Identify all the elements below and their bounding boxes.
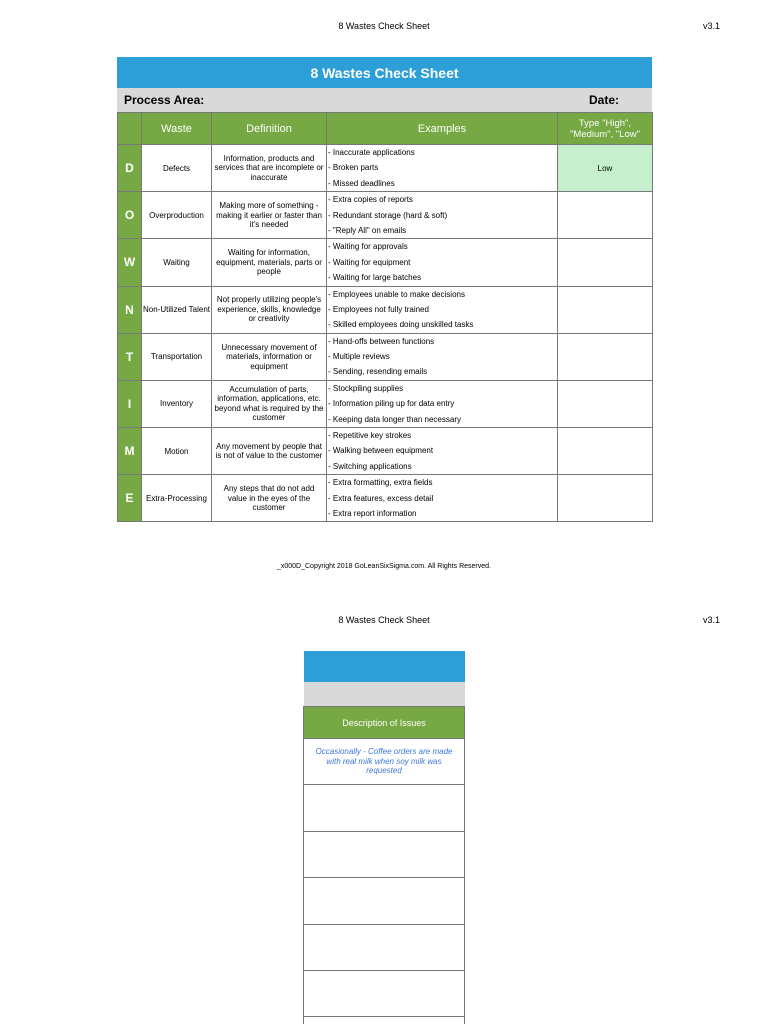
issues-table [303,706,465,1024]
table-row [118,239,653,286]
table-row [118,145,653,192]
waste-examples [327,145,558,192]
waste-examples [327,475,558,522]
waste-name: Overproduction [142,192,212,239]
waste-letter: I [118,380,142,427]
table-row [118,475,653,522]
waste-type-cell[interactable] [558,239,653,286]
waste-name: Defects [142,145,212,192]
example-item: - Waiting for approvals [328,242,408,252]
page-header-title: 8 Wastes Check Sheet [338,21,430,31]
waste-type-cell[interactable] [558,475,653,522]
waste-letter: W [118,239,142,286]
waste-header: Waste [142,113,212,145]
waste-letter: N [118,286,142,333]
waste-type-cell[interactable] [558,333,653,380]
example-item: - Hand-offs between functions [328,336,435,346]
issue-row [304,739,465,785]
process-bar [117,88,652,112]
definition-header: Definition [212,113,327,145]
examples-header: Examples [327,113,558,145]
page2-grey-bar [304,682,465,706]
issue-row [304,1017,465,1024]
issue-row [304,970,465,1016]
issue-cell[interactable] [304,970,465,1016]
version-label: v3.1 [702,21,720,31]
example-item: - Switching applications [328,461,412,471]
waste-name: Inventory [142,380,212,427]
date-label: Date: [589,93,620,107]
table-row [118,286,653,333]
example-item: - Waiting for equipment [328,257,411,267]
example-item: - Employees unable to make decisions [328,289,465,299]
waste-letter: M [118,428,142,475]
issue-cell[interactable] [304,1017,465,1024]
example-item: - Extra formatting, extra fields [328,478,433,488]
issues-header: Description of Issues [304,707,465,739]
issue-cell[interactable] [304,831,465,877]
issue-row [304,831,465,877]
waste-examples [327,286,558,333]
page2-header-title: 8 Wastes Check Sheet [338,615,430,625]
waste-definition: Accumulation of parts, information, applications, etc. beyond what is required by the customer [212,380,327,427]
waste-type-cell[interactable] [558,380,653,427]
example-item: - Skilled employees doing unskilled tasks [328,320,474,330]
example-item: - Sending, resending emails [328,367,428,377]
waste-definition: Any steps that do not add value in the eyes of the customer [212,475,327,522]
wastes-table [117,112,653,522]
waste-letter: T [118,333,142,380]
waste-name: Waiting [142,239,212,286]
example-item: - Employees not fully trained [328,304,429,314]
waste-definition: Unnecessary movement of materials, information or equipment [212,333,327,380]
copyright-footer: _x000D_Copyright 2018 GoLeanSixSigma.com. All Rights Reserved. [276,563,491,570]
waste-examples [327,428,558,475]
waste-letter: D [118,145,142,192]
waste-definition: Waiting for information, equipment, materials, parts or people [212,239,327,286]
issue-row [304,924,465,970]
example-item: - Redundant storage (hard & soft) [328,210,448,220]
example-item: - Broken parts [328,163,379,173]
issue-cell[interactable] [304,785,465,831]
process-area-label: Process Area: [124,93,205,107]
example-item: - Extra copies of reports [328,195,413,205]
example-item: - Keeping data longer than necessary [328,414,461,424]
issue-cell[interactable] [304,924,465,970]
waste-examples [327,380,558,427]
waste-definition: Any movement by people that is not of value to the customer [212,428,327,475]
table-row [118,192,653,239]
issue-row [304,878,465,924]
example-item: - Repetitive key strokes [328,431,412,441]
waste-name: Non-Utilized Talent [142,286,212,333]
example-item: - Waiting for large batches [328,273,422,283]
issue-row [304,785,465,831]
type-header: Type "High", "Medium", "Low" [558,113,653,145]
waste-examples [327,333,558,380]
table-row [118,428,653,475]
page2-version-label: v3.1 [702,615,720,625]
waste-type-cell[interactable] [558,286,653,333]
example-item: - Extra features, excess detail [328,493,434,503]
waste-definition: Not properly utilizing people's experience, skills, knowledge or creativity [212,286,327,333]
waste-type-cell[interactable] [558,192,653,239]
waste-letter: O [118,192,142,239]
example-item: - Walking between equipment [328,446,434,456]
issue-cell[interactable] [304,878,465,924]
waste-definition: Making more of something - making it earlier or faster than it's needed [212,192,327,239]
waste-name: Motion [142,428,212,475]
example-item: - Stockpiling supplies [328,383,404,393]
example-item: - Missed deadlines [328,178,395,188]
issue-cell[interactable]: Occasionally - Coffee orders are made with real milk when soy milk was requested [304,739,465,785]
page2-banner [304,651,465,682]
letter-header [118,113,142,145]
waste-examples [327,239,558,286]
waste-type-cell[interactable] [558,428,653,475]
waste-definition: Information, products and services that are incomplete or inaccurate [212,145,327,192]
waste-letter: E [118,475,142,522]
table-row [118,380,653,427]
example-item: - Multiple reviews [328,352,390,362]
waste-name: Extra-Processing [142,475,212,522]
example-item: - Inaccurate applications [328,148,415,157]
waste-examples [327,192,558,239]
table-row [118,333,653,380]
waste-name: Transportation [142,333,212,380]
example-item: - Information piling up for data entry [328,399,455,409]
waste-type-cell[interactable]: Low [558,145,653,192]
table-header-row [118,113,653,145]
example-item: - Extra report information [328,508,417,518]
sheet-banner: 8 Wastes Check Sheet [117,57,652,88]
example-item: - "Reply All" on emails [328,225,407,235]
